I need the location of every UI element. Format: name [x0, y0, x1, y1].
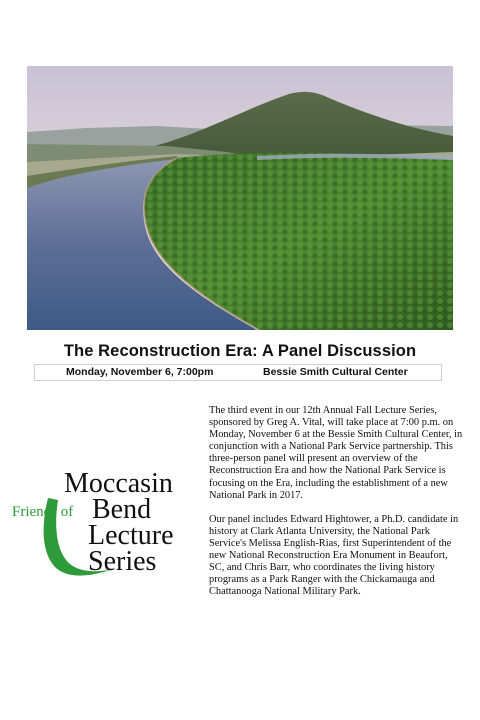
- event-description: [209, 405, 465, 610]
- event-title: The Reconstruction Era: A Panel Discussion: [63, 342, 417, 360]
- hero-photo: [27, 66, 453, 330]
- logo-line-series: Series: [88, 546, 157, 577]
- friends-of-moccasin-bend-logo: [12, 460, 192, 580]
- event-date-time: Monday, November 6, 7:00pm: [66, 366, 214, 378]
- logo-line-lecture: Lecture: [88, 520, 174, 551]
- description-paragraph-2: Our panel includes Edward Hightower, a Ph.D. candidate in history at Clark Atlanta University, the National Park Service's Melissa English-Rias, first Superintendent of the new National Reconstruction Era Monument in Beaufort, SC, and Chris Barr, who coordinates the living history programs as a Park Ranger with the Chickamauga and Chattanooga National Military Park.: [209, 513, 459, 598]
- event-venue: Bessie Smith Cultural Center: [263, 366, 408, 378]
- logo-line-moccasin: Moccasin: [64, 468, 173, 499]
- logo-friends-of: Friends of: [12, 504, 74, 520]
- description-paragraph-1: The third event in our 12th Annual Fall Lecture Series, sponsored by Greg A. Vital, will take place at 7:00 p.m. on Monday, November 6 at the Bessie Smith Cultural Center, in conjunction with a National Park Service partnership. This three-person panel will present an overview of the Reconstruction Era and how the National Park Service is focusing on the Era, including the establishment of a new National Park in 2017.: [209, 405, 463, 501]
- event-info-bar: [34, 364, 442, 381]
- logo-line-bend: Bend: [92, 494, 152, 525]
